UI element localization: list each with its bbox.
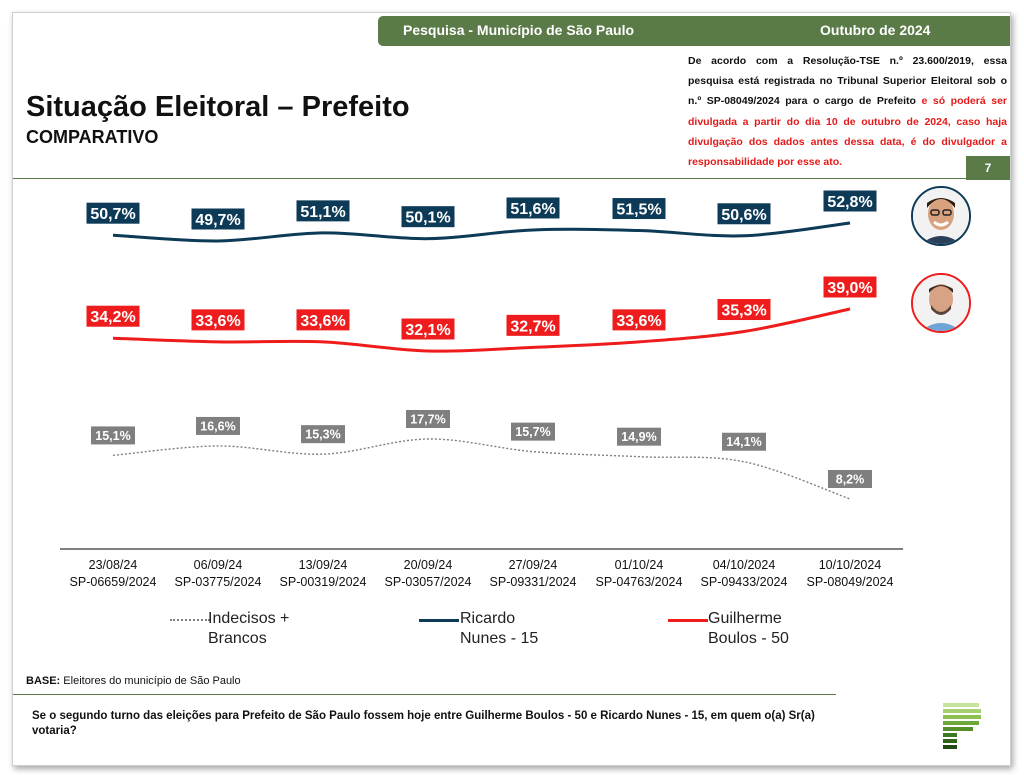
data-label (511, 423, 555, 441)
legend-label-line1: Ricardo (460, 610, 516, 627)
data-label (506, 197, 560, 219)
data-label-text: 33,6% (195, 312, 241, 330)
data-label-text: 49,7% (195, 212, 241, 229)
data-label-text: 15,7% (515, 425, 551, 440)
data-label (191, 309, 245, 331)
data-label-text: 34,2% (90, 309, 136, 327)
data-label (823, 276, 877, 298)
data-label-text: 15,3% (305, 427, 341, 442)
x-tick-code: SP-03775/2024 (174, 575, 262, 589)
divider-bottom (13, 694, 836, 695)
legend-item-boulos (708, 609, 789, 649)
date-label: Outubro de 2024 (820, 22, 931, 38)
legend-label-line1: Indecisos + (208, 610, 290, 627)
x-tick-code: SP-03057/2024 (384, 575, 472, 589)
data-label-text: 14,1% (726, 435, 762, 450)
x-tick-code: SP-09433/2024 (700, 575, 788, 589)
legend-swatch-boulos (668, 619, 708, 622)
data-label-text: 50,7% (90, 206, 136, 224)
x-tick-label: 01/10/24 (614, 558, 664, 572)
data-label-text: 51,1% (300, 203, 346, 221)
data-label-text: 33,6% (300, 312, 346, 330)
x-tick-label: 20/09/24 (403, 558, 453, 572)
page-title: Situação Eleitoral – Prefeito (26, 91, 410, 123)
data-label (301, 425, 345, 443)
data-label-text: 51,5% (616, 201, 662, 219)
legend-swatch-nunes (419, 619, 459, 622)
data-label (612, 309, 666, 331)
data-label (828, 470, 872, 488)
ricardo-nunes-avatar (911, 186, 971, 246)
x-tick-label: 06/09/24 (193, 558, 243, 572)
data-label (191, 208, 245, 230)
logo-icon (943, 703, 983, 751)
data-label-text: 16,6% (200, 419, 236, 434)
data-label (717, 203, 771, 225)
person-icon (913, 275, 969, 331)
data-label-text: 14,9% (621, 430, 657, 445)
data-label-text: 8,2% (835, 472, 865, 487)
data-label (401, 206, 455, 228)
x-tick-code: SP-06659/2024 (69, 575, 157, 589)
data-label (717, 299, 771, 321)
page-number: 7 (966, 156, 1010, 180)
data-label (617, 428, 661, 446)
data-label-text: 32,1% (405, 322, 451, 339)
data-label (406, 410, 450, 428)
data-label (506, 314, 560, 336)
data-label (86, 305, 140, 327)
survey-label: Pesquisa - Município de São Paulo (403, 22, 635, 38)
data-label (91, 426, 135, 444)
x-tick-label: 04/10/2024 (712, 558, 776, 572)
x-tick-code: SP-09331/2024 (489, 575, 577, 589)
legend-label-line1: Guilherme (708, 610, 782, 627)
data-label-text: 52,8% (827, 194, 873, 211)
survey-question: Se o segundo turno das eleições para Prefeito de São Paulo fossem hoje entre Guilherme Boulos - 50 e Ricardo Nunes - 15, em quem o(a) Sr(a) votaria? (32, 710, 815, 737)
x-tick-label: 23/08/24 (88, 558, 138, 572)
data-label (823, 190, 877, 212)
x-tick-code: SP-04763/2024 (595, 575, 683, 589)
base-note (26, 675, 241, 687)
line-chart (13, 13, 1010, 663)
legal-note-red: e só poderá ser divulgada a partir do dia 10 de outubro de 2024, caso haja divulgação dos dados antes dessa data, é do divulgador a responsabilidade por esse ato. (688, 95, 1007, 169)
data-label-text: 39,0% (827, 280, 873, 297)
x-tick-label: 13/09/24 (298, 558, 348, 572)
x-tick-label: 27/09/24 (508, 558, 558, 572)
legal-note-black: De acordo com a Resolução-TSE n.º 23.600/2019, essa pesquisa está registrada no Tribunal Superior Eleitoral sob o n.º SP-08049/2024 para o cargo de Prefeito (688, 55, 1007, 108)
base-label: BASE: (26, 675, 61, 687)
legend-swatch-indecisos (170, 619, 210, 621)
data-label-text: 50,1% (405, 209, 451, 227)
legend-label-line2: Brancos (208, 630, 267, 647)
person-icon (913, 188, 969, 244)
data-label (86, 202, 140, 224)
data-label (722, 433, 766, 451)
legend-item-nunes (460, 609, 538, 649)
x-tick-code: SP-00319/2024 (279, 575, 367, 589)
guilherme-boulos-avatar (911, 273, 971, 333)
x-tick-code: SP-08049/2024 (806, 575, 894, 589)
data-label-text: 35,3% (721, 302, 767, 320)
data-label-text: 17,7% (410, 412, 446, 427)
data-label-text: 15,1% (95, 428, 131, 443)
page-subtitle: COMPARATIVO (26, 127, 159, 147)
data-label-text: 33,6% (616, 312, 662, 330)
data-label (196, 417, 240, 435)
slide (12, 12, 1011, 766)
x-tick-label: 10/10/2024 (818, 558, 882, 572)
data-label-text: 51,6% (510, 200, 556, 218)
base-text: Eleitores do município de São Paulo (60, 675, 241, 687)
data-label-text: 32,7% (510, 318, 556, 336)
data-label (296, 200, 350, 222)
legend-item-indecisos (208, 609, 289, 649)
legend-label-line2: Nunes - 15 (460, 630, 539, 647)
data-label (296, 309, 350, 331)
data-label (612, 198, 666, 220)
data-label (401, 318, 455, 340)
legend-label-line2: Boulos - 50 (708, 630, 789, 647)
data-label-text: 50,6% (721, 206, 767, 224)
